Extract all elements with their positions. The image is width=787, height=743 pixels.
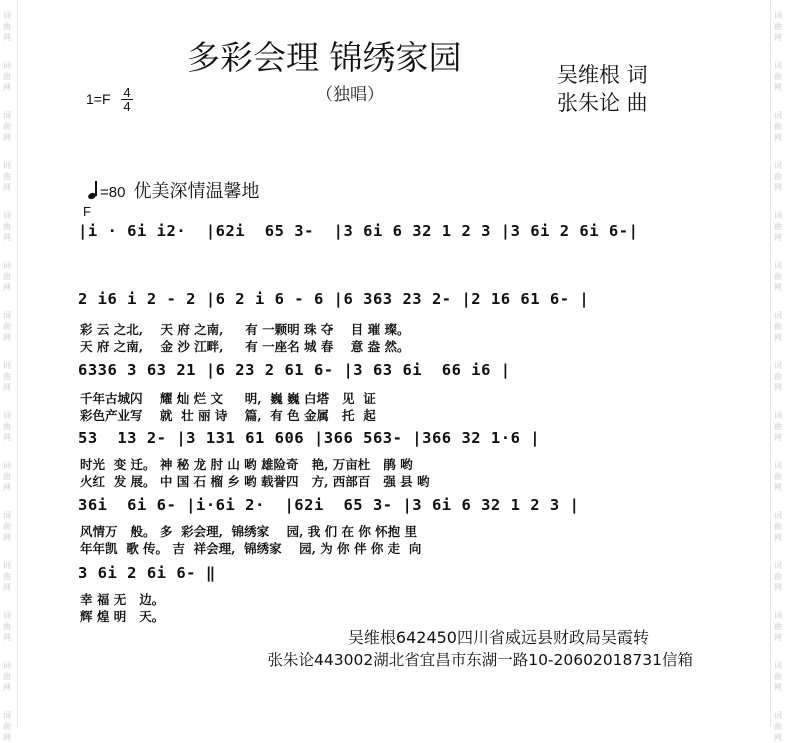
watermark-char: 曲	[774, 172, 782, 181]
watermark-char: 网	[3, 733, 11, 742]
watermark-group	[0, 660, 14, 693]
watermark-group	[771, 10, 785, 43]
watermark-group	[0, 110, 14, 143]
watermark-char: 网	[3, 633, 11, 642]
lyricist-credit: 吴维根 词	[557, 63, 648, 87]
watermark-char: 词	[3, 361, 11, 370]
watermark-char: 词	[3, 311, 11, 320]
watermark-char: 网	[3, 283, 11, 292]
score-line-6-lyric-verse1: 幸 福 无 边。	[80, 592, 165, 607]
watermark-char: 曲	[3, 322, 11, 331]
watermark-char: 曲	[774, 672, 782, 681]
watermark-char: 曲	[774, 222, 782, 231]
tempo-value: =80	[100, 184, 126, 201]
watermark-char: 网	[774, 383, 782, 392]
watermark-char: 曲	[774, 72, 782, 81]
watermark-char: 曲	[3, 572, 11, 581]
watermark-char: 词	[774, 711, 782, 720]
watermark-char: 曲	[774, 322, 782, 331]
score-line-6-notation: 3 6i 2 6i 6- ‖	[78, 564, 216, 582]
watermark-char: 网	[774, 233, 782, 242]
watermark-char: 词	[3, 611, 11, 620]
watermark-char: 曲	[3, 172, 11, 181]
right-watermark-strip	[771, 0, 785, 742]
watermark-char: 词	[774, 111, 782, 120]
watermark-group	[771, 110, 785, 143]
watermark-group	[771, 310, 785, 343]
watermark-char: 曲	[3, 522, 11, 531]
watermark-char: 词	[3, 561, 11, 570]
watermark-char: 曲	[774, 422, 782, 431]
time-signature-numerator: 4	[123, 85, 131, 100]
watermark-char: 网	[3, 333, 11, 342]
watermark-char: 网	[3, 183, 11, 192]
watermark-group	[771, 210, 785, 243]
footer-address-composer: 张朱论443002湖北省宜昌市东湖一路10-20602018731信箱	[267, 651, 693, 669]
watermark-char: 词	[774, 61, 782, 70]
watermark-char: 词	[3, 511, 11, 520]
watermark-char: 曲	[774, 122, 782, 131]
watermark-char: 词	[774, 611, 782, 620]
watermark-group	[771, 360, 785, 393]
quarter-note-icon	[88, 180, 100, 200]
score-line-2-lyric-verse1: 彩 云 之北, 天 府 之南, 有 一颗明 珠 夺 目 璀 璨。	[80, 322, 410, 337]
watermark-group	[0, 210, 14, 243]
watermark-char: 词	[774, 561, 782, 570]
watermark-char: 词	[3, 61, 11, 70]
watermark-char: 曲	[3, 272, 11, 281]
watermark-group	[0, 310, 14, 343]
watermark-group	[0, 360, 14, 393]
watermark-group	[0, 410, 14, 443]
watermark-char: 词	[774, 311, 782, 320]
footer-address-lyricist: 吴维根642450四川省威远县财政局吴霞转	[347, 628, 649, 647]
watermark-group	[771, 460, 785, 493]
watermark-char: 网	[774, 183, 782, 192]
watermark-char: 曲	[3, 672, 11, 681]
watermark-char: 曲	[3, 422, 11, 431]
song-subtitle: （独唱）	[316, 85, 384, 105]
score-line-2-notation: 2 i6 i 2 - 2 |6 2 i 6 - 6 |6 363 23 2- |2 16 61 6- |	[78, 290, 590, 308]
watermark-char: 词	[774, 161, 782, 170]
time-signature-denominator: 4	[123, 99, 131, 114]
watermark-char: 网	[774, 83, 782, 92]
watermark-char: 曲	[3, 72, 11, 81]
watermark-char: 网	[774, 533, 782, 542]
watermark-char: 网	[3, 383, 11, 392]
watermark-char: 网	[3, 233, 11, 242]
watermark-char: 曲	[3, 122, 11, 131]
watermark-group	[771, 660, 785, 693]
tempo-marking	[88, 180, 259, 204]
watermark-char: 网	[774, 733, 782, 742]
watermark-char: 网	[774, 633, 782, 642]
watermark-char: 曲	[3, 722, 11, 731]
watermark-char: 词	[3, 661, 11, 670]
time-signature	[121, 86, 133, 113]
watermark-char: 曲	[774, 272, 782, 281]
score-line-2-lyric-verse2: 天 府 之南, 金 沙 江畔, 有 一座名 城 春 意 盎 然。	[80, 339, 410, 354]
watermark-char: 网	[3, 533, 11, 542]
watermark-char: 曲	[3, 372, 11, 381]
chord-symbol: F	[83, 204, 91, 219]
watermark-char: 网	[774, 433, 782, 442]
watermark-group	[0, 60, 14, 93]
watermark-group	[0, 560, 14, 593]
watermark-char: 网	[774, 283, 782, 292]
left-watermark-strip	[0, 0, 14, 742]
watermark-group	[0, 160, 14, 193]
score-line-5-notation: 36i 6i 6- |i·6i 2· |62i 65 3- |3 6i 6 32 1 2 3 |	[78, 496, 580, 514]
watermark-char: 网	[3, 683, 11, 692]
watermark-group	[771, 510, 785, 543]
watermark-group	[771, 710, 785, 743]
watermark-char: 曲	[3, 22, 11, 31]
watermark-group	[771, 160, 785, 193]
watermark-char: 网	[774, 483, 782, 492]
watermark-group	[771, 560, 785, 593]
watermark-char: 曲	[774, 22, 782, 31]
song-title: 多彩会理 锦绣家园	[187, 38, 462, 77]
watermark-group	[771, 60, 785, 93]
watermark-char: 词	[3, 211, 11, 220]
watermark-char: 曲	[774, 722, 782, 731]
watermark-char: 网	[3, 433, 11, 442]
watermark-char: 词	[3, 111, 11, 120]
score-line-1-notation: |i · 6i i2· |62i 65 3- |3 6i 6 32 1 2 3 |3 6i 2 6i 6-|	[78, 222, 639, 240]
score-line-5-lyric-verse2: 年年凯 歌 传。 吉 祥会理, 锦绣家 园, 为 你 伴 你 走 向	[80, 541, 422, 556]
watermark-char: 网	[774, 583, 782, 592]
score-line-4-lyric-verse1: 时光 变 迁。 神 秘 龙 肘 山 哟 雄险奇 艳, 万亩杜 鹃 哟	[80, 457, 413, 472]
score-line-3-lyric-verse1: 千年古城闪 耀 灿 烂 文 明, 巍 巍 白塔 见 证	[80, 391, 376, 406]
watermark-char: 词	[774, 361, 782, 370]
watermark-group	[771, 610, 785, 643]
watermark-char: 词	[774, 511, 782, 520]
watermark-group	[0, 610, 14, 643]
watermark-char: 曲	[3, 472, 11, 481]
key-signature: 1=F	[86, 91, 111, 107]
watermark-char: 网	[774, 683, 782, 692]
watermark-char: 曲	[774, 472, 782, 481]
watermark-group	[771, 410, 785, 443]
watermark-char: 网	[3, 483, 11, 492]
watermark-char: 曲	[774, 572, 782, 581]
watermark-char: 网	[3, 33, 11, 42]
watermark-char: 词	[774, 211, 782, 220]
watermark-char: 词	[3, 411, 11, 420]
score-line-5-lyric-verse1: 风情万 般。 多 彩会理, 锦绣家 园, 我 们 在 你 怀抱 里	[80, 524, 418, 539]
watermark-char: 网	[774, 333, 782, 342]
watermark-char: 网	[3, 83, 11, 92]
watermark-char: 词	[774, 661, 782, 670]
watermark-char: 网	[3, 583, 11, 592]
watermark-char: 词	[774, 261, 782, 270]
watermark-group	[0, 10, 14, 43]
watermark-char: 词	[774, 461, 782, 470]
tempo-mood: 优美深情温馨地	[133, 181, 260, 202]
watermark-char: 曲	[774, 372, 782, 381]
watermark-group	[0, 460, 14, 493]
watermark-group	[0, 510, 14, 543]
watermark-char: 词	[3, 261, 11, 270]
score-line-4-lyric-verse2: 火红 发 展。 中 国 石 榴 乡 哟 载誉四 方, 西部百 强 县 哟	[80, 474, 430, 489]
watermark-char: 曲	[3, 222, 11, 231]
watermark-char: 曲	[774, 522, 782, 531]
watermark-group	[0, 710, 14, 743]
watermark-char: 曲	[3, 622, 11, 631]
watermark-char: 词	[774, 411, 782, 420]
watermark-char: 词	[774, 11, 782, 20]
score-line-4-notation: 53 13 2- |3 131 61 606 |366 563- |366 32 1·6 |	[78, 429, 541, 447]
watermark-char: 网	[774, 133, 782, 142]
watermark-group	[0, 260, 14, 293]
watermark-char: 网	[774, 33, 782, 42]
watermark-char: 网	[3, 133, 11, 142]
score-line-6-lyric-verse2: 辉 煌 明 天。	[80, 609, 165, 624]
watermark-char: 词	[3, 461, 11, 470]
score-line-3-notation: 6336 3 63 21 |6 23 2 61 6- |3 63 6i 66 i6 |	[78, 361, 511, 379]
watermark-char: 词	[3, 711, 11, 720]
score-line-3-lyric-verse2: 彩色产业写 就 壮 丽 诗 篇, 有 色 金属 托 起	[80, 408, 376, 423]
composer-credit: 张朱论 曲	[557, 91, 648, 115]
watermark-char: 词	[3, 161, 11, 170]
watermark-char: 词	[3, 11, 11, 20]
watermark-char: 曲	[774, 622, 782, 631]
watermark-group	[771, 260, 785, 293]
